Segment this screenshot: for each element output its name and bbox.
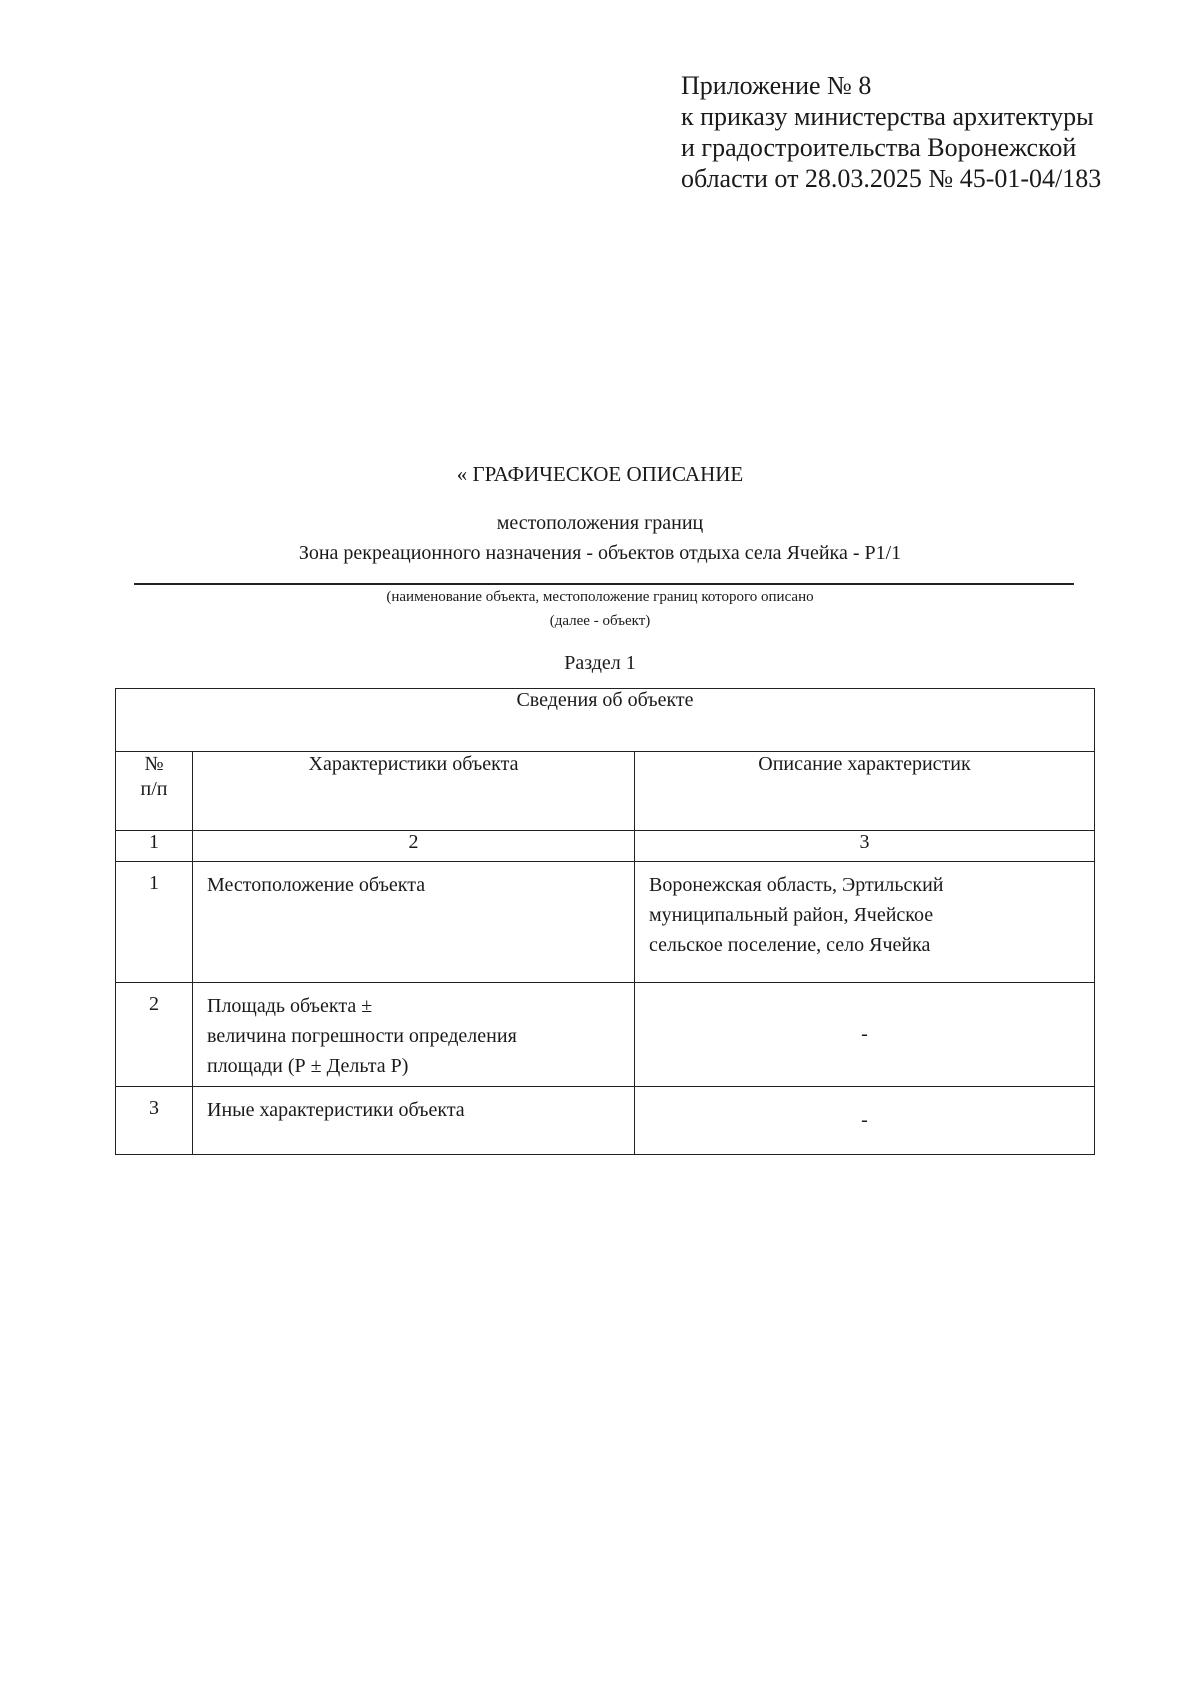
table-row <box>116 983 1095 1087</box>
appendix-line-3: и градостроительства Воронежской <box>681 133 1077 162</box>
table-caption: Сведения об объекте <box>116 689 1095 752</box>
row-number: 2 <box>116 983 193 1087</box>
column-number-row <box>116 831 1095 862</box>
row-characteristic-line: Площадь объекта ± <box>207 995 373 1017</box>
column-header-description: Описание характеристик <box>635 752 1095 831</box>
column-header-num-line-2: п/п <box>140 778 168 800</box>
object-name: Зона рекреационного назначения - объектов отдыха села Ячейка - Р1/1 <box>298 542 902 564</box>
row-description-line: Воронежская область, Эртильский <box>649 874 944 896</box>
row-characteristic-line: площади (Р ± Дельта Р) <box>207 1055 409 1077</box>
appendix-line-4: области от 28.03.2025 № 45-01-04/183 <box>681 164 1102 193</box>
section-label: Раздел 1 <box>564 652 636 674</box>
object-note-line-2: (далее - объект) <box>549 613 651 629</box>
row-characteristic-line: величина погрешности определения <box>207 1025 517 1047</box>
underline-rule <box>134 583 1074 585</box>
appendix-block <box>681 70 1181 194</box>
document-title: « ГРАФИЧЕСКОЕ ОПИСАНИЕ <box>456 462 744 486</box>
column-number: 1 <box>116 831 193 862</box>
table-header-row <box>116 752 1095 831</box>
appendix-line-1: Приложение № 8 <box>681 71 872 100</box>
table-row <box>116 1087 1095 1155</box>
table-row <box>116 862 1095 983</box>
column-header-characteristics: Характеристики объекта <box>193 752 635 831</box>
row-description-line: муниципальный район, Ячейское <box>649 904 934 926</box>
column-header-num-line-1: № <box>144 753 164 775</box>
object-info-table <box>115 688 1095 1155</box>
document-subtitle: местоположения границ <box>496 512 704 534</box>
object-note-line-1: (наименование объекта, местоположение границ которого описано <box>386 589 814 605</box>
row-description: - <box>635 1087 1095 1155</box>
appendix-line-2: к приказу министерства архитектуры <box>681 102 1094 131</box>
column-header-num <box>116 752 193 831</box>
row-number: 3 <box>116 1087 193 1155</box>
table-caption-row <box>116 689 1095 752</box>
column-number: 3 <box>635 831 1095 862</box>
row-number: 1 <box>116 862 193 983</box>
column-number: 2 <box>193 831 635 862</box>
row-description <box>635 862 1095 983</box>
row-characteristic: Местоположение объекта <box>193 862 635 983</box>
row-characteristic <box>193 983 635 1087</box>
row-description: - <box>635 983 1095 1087</box>
row-characteristic: Иные характеристики объекта <box>193 1087 635 1155</box>
row-description-line: сельское поселение, село Ячейка <box>649 934 931 956</box>
